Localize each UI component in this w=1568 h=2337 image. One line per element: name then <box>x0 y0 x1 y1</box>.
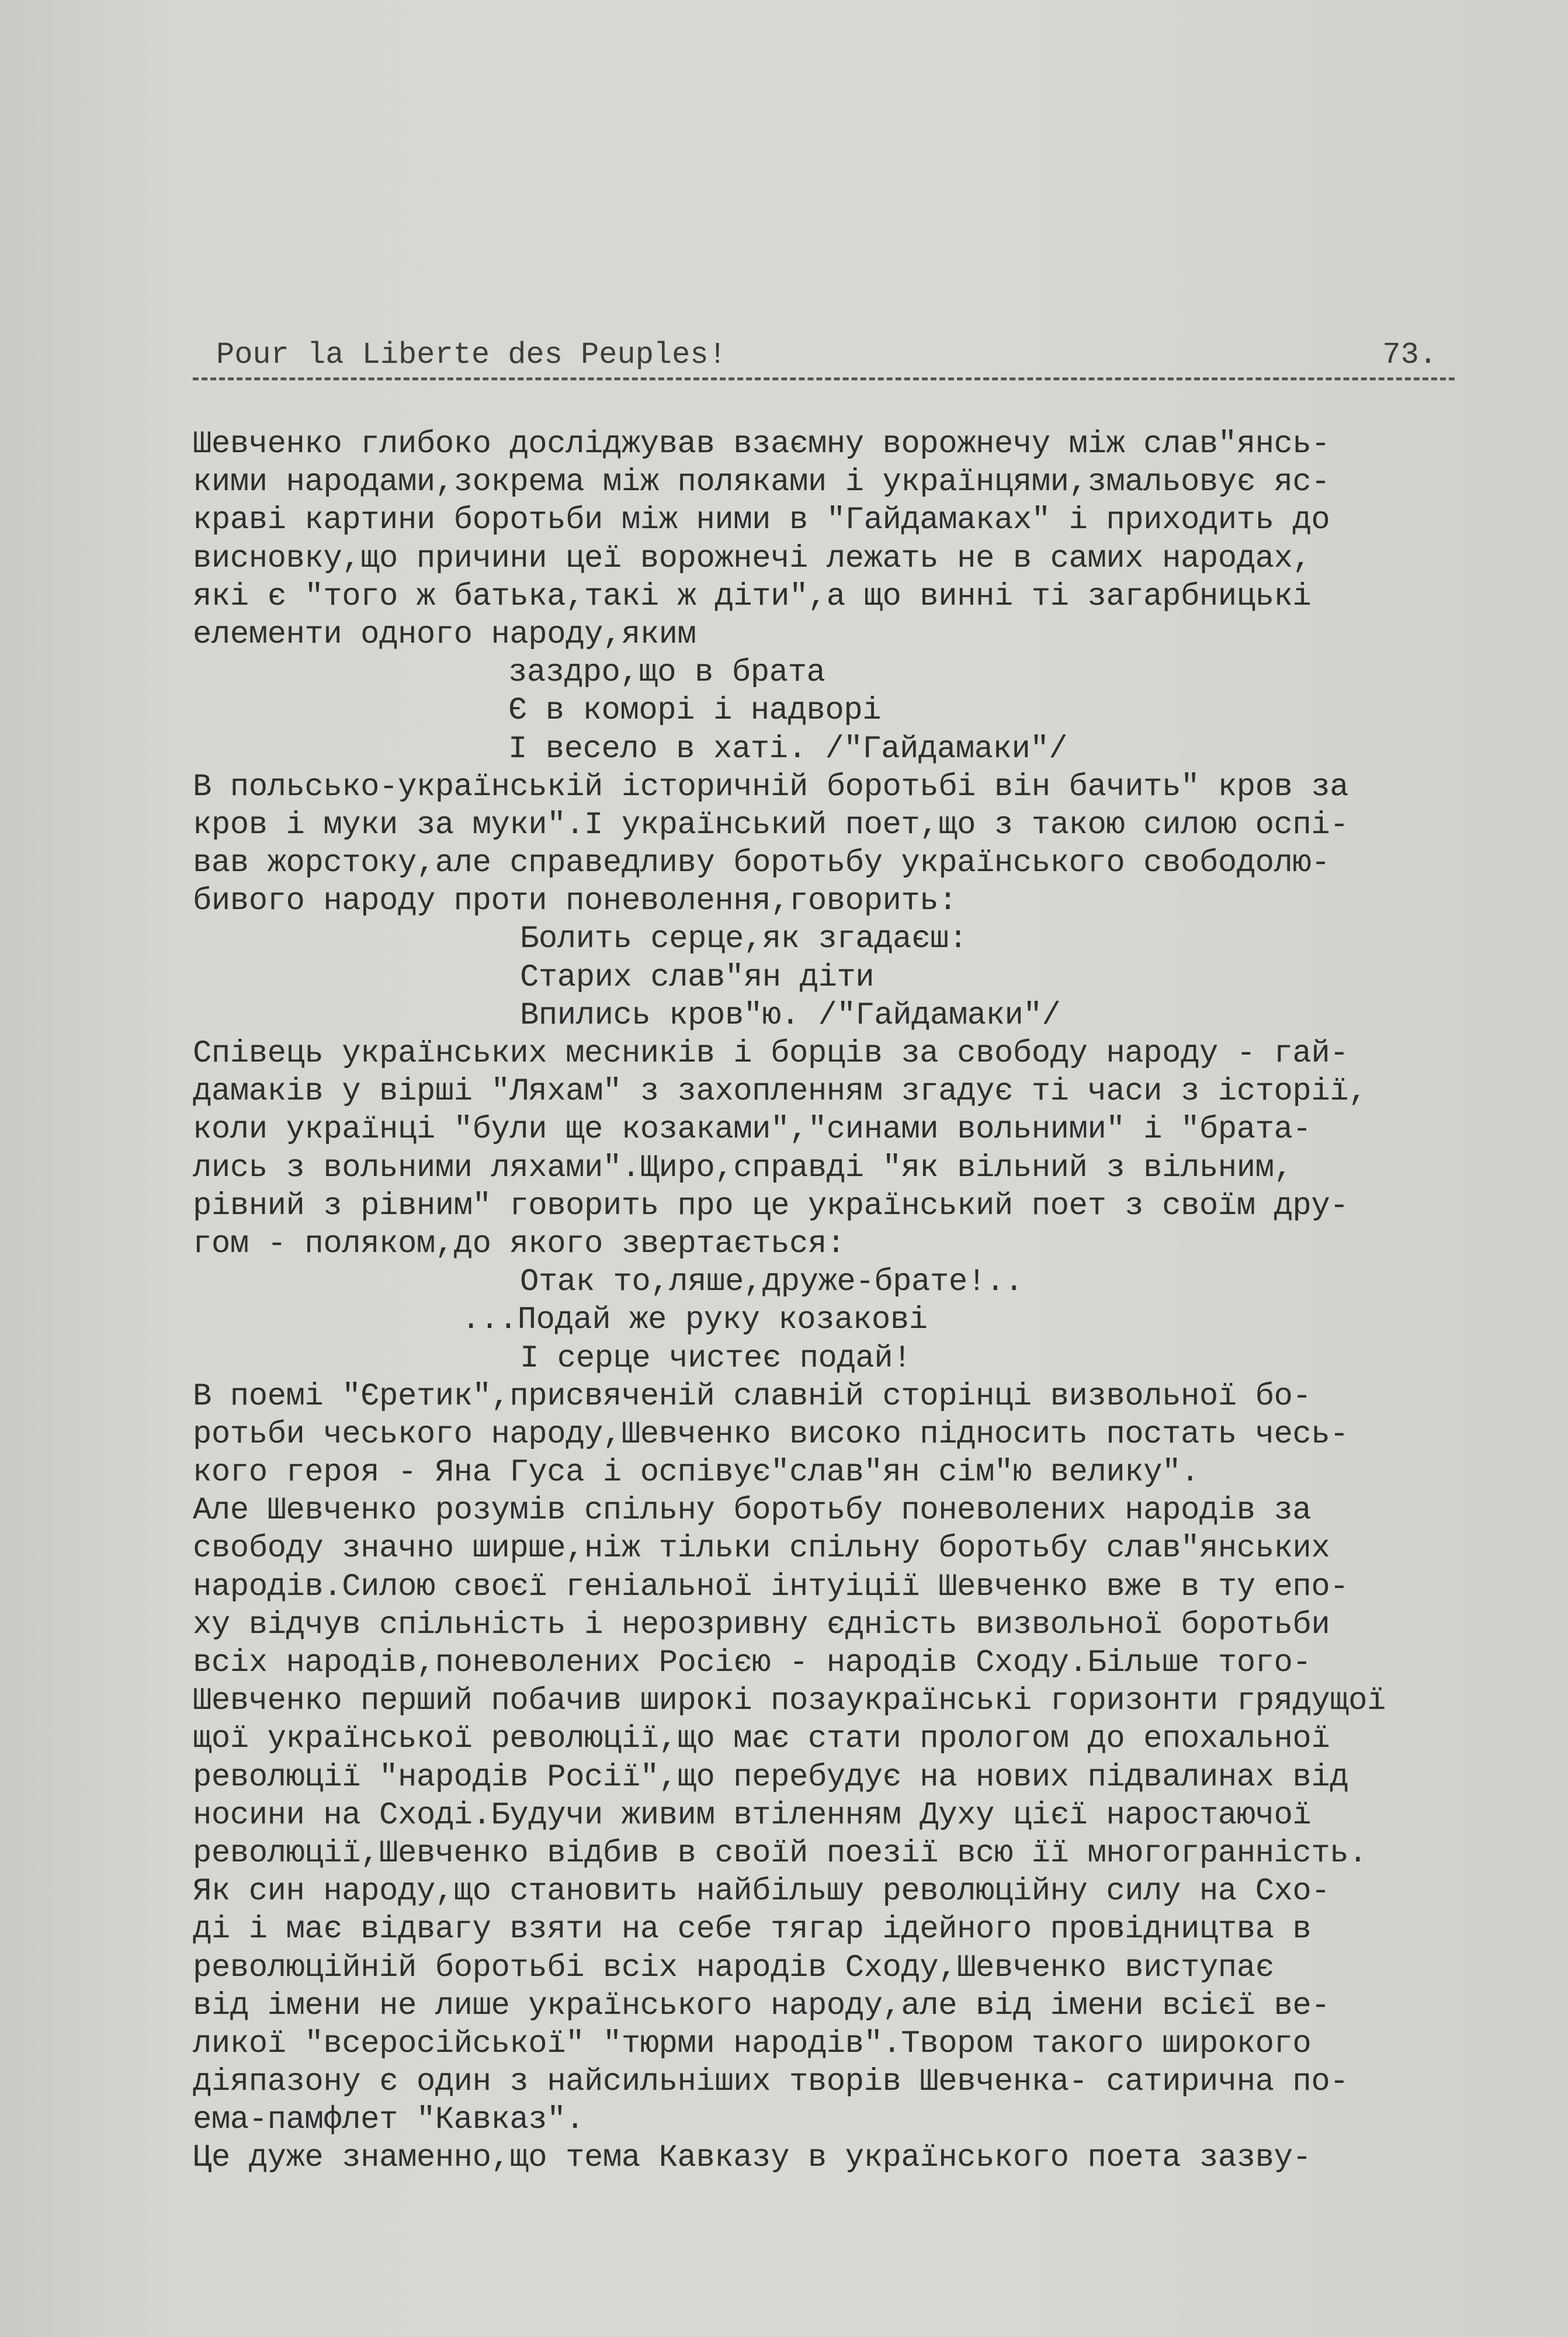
text-line: революції,Шевченко відбив в своїй поезії всю її многогранність. <box>193 1835 1368 1871</box>
text-line: вав жорстоку,але справедливу боротьбу українського свободолю- <box>193 845 1330 882</box>
text-line: дамаків у вірші "Ляхам" з захопленням згадує ті часи з історії, <box>193 1074 1368 1110</box>
text-line: від імени не лише українського народу,але від імени всієї ве- <box>193 1988 1330 2024</box>
verse-line: Старих слав"ян діти <box>520 959 875 996</box>
text-line: ликої "всеросійської" "тюрми народів".Твором такого широкого <box>193 2026 1312 2062</box>
verse-line: Впились кров"ю. /"Гайдамаки"/ <box>520 997 1061 1034</box>
text-line: свободу значно ширше,ніж тільки спільну боротьбу слав"янських <box>193 1531 1330 1567</box>
text-line: ротьби чеського народу,Шевченко високо підносить постать чесь- <box>193 1416 1349 1452</box>
text-line: кого героя - Яна Гуса і оспівує"слав"ян сім"ю велику". <box>193 1455 1199 1491</box>
text-line: Це дуже знаменно,що тема Кавказу в українського поета зазву- <box>193 2140 1312 2176</box>
text-line: коли українці "були ще козаками","синами вольними" і "брата- <box>193 1112 1312 1148</box>
text-line: щої української революції,що має стати прологом до епохальної <box>193 1721 1330 1757</box>
text-line: носини на Сході.Будучи живим втіленням Духу цієї наростаючої <box>193 1797 1312 1833</box>
text-line: ху відчув спільність і нерозривну єдність визвольної боротьби <box>193 1607 1330 1643</box>
text-line: лись з вольними ляхами".Щиро,справді "як вільний з вільним, <box>193 1150 1293 1186</box>
verse-line: Отак то,ляше,друже-брате!.. <box>520 1264 1024 1301</box>
body-text <box>193 425 1507 2177</box>
running-header <box>193 333 1455 380</box>
text-line: висновку,що причини цеї ворожнечі лежать не в самих народах, <box>193 540 1312 577</box>
text-line: діяпазону є один з найсильніших творів Шевченка- сатирична по- <box>193 2064 1349 2100</box>
text-line: революції "народів Росії",що перебудує на нових підвалинах від <box>193 1759 1349 1795</box>
verse-line: Є в коморі і надворі <box>508 693 882 729</box>
text-line: революційній боротьбі всіх народів Сходу,Шевченко виступає <box>193 1950 1274 1986</box>
page-number: 73. <box>1382 338 1437 372</box>
text-line: елементи одного народу,яким <box>193 616 696 653</box>
verse-line: Болить серце,як згадаєш: <box>520 921 967 958</box>
text-line: ді і має відвагу взяти на себе тягар ідейного провідництва в <box>193 1912 1312 1948</box>
text-line: ема-памфлет "Кавказ". <box>193 2102 585 2138</box>
text-line: народів.Силою своєї геніальної інтуіції Шевченко вже в ту епо- <box>193 1569 1349 1605</box>
text-line: Шевченко перший побачив широкі позаукраїнські горизонти грядущої <box>193 1683 1386 1719</box>
text-line: В польсько-українській історичній боротьбі він бачить" кров за <box>193 769 1349 805</box>
verse-line: заздро,що в брата <box>508 655 825 691</box>
header-rule <box>193 377 1455 380</box>
verse-line: І серце чистеє подай! <box>520 1340 912 1376</box>
text-line: рівний з рівним" говорить про це український поет з своїм дру- <box>193 1188 1349 1224</box>
verse-line: І весело в хаті. /"Гайдамаки"/ <box>508 731 1068 767</box>
text-line: всіх народів,поневолених Росією - народів Сходу.Більше того- <box>193 1645 1312 1681</box>
text-line: краві картини боротьби між ними в "Гайдамаках" і приходить до <box>193 502 1330 539</box>
header-title: Pour la Liberte des Peuples! <box>216 338 727 372</box>
text-line: Співець українських месників і борців за свободу народу - гай- <box>193 1036 1349 1072</box>
verse-line: ...Подай же руку козакові <box>462 1302 928 1339</box>
text-line: бивого народу проти поневолення,говорить: <box>193 883 958 920</box>
text-line: кими народами,зокрема між поляками і українцями,змальовує яс- <box>193 464 1330 501</box>
text-line: Але Шевченко розумів спільну боротьбу поневолених народів за <box>193 1493 1312 1529</box>
text-line: кров і муки за муки".І український поет,що з такою силою оспі- <box>193 807 1349 843</box>
text-line: гом - поляком,до якого звертається: <box>193 1226 845 1262</box>
text-line: які є "того ж батька,такі ж діти",а що винні ті загарбницькі <box>193 578 1312 615</box>
text-line: В поемі "Єретик",присвяченій славній сторінці визвольної бо- <box>193 1378 1312 1414</box>
text-line: Шевченко глибоко досліджував взаємну ворожнечу між слав"янсь- <box>193 427 1330 462</box>
text-line: Як син народу,що становить найбільшу революційну силу на Схо- <box>193 1874 1330 1910</box>
